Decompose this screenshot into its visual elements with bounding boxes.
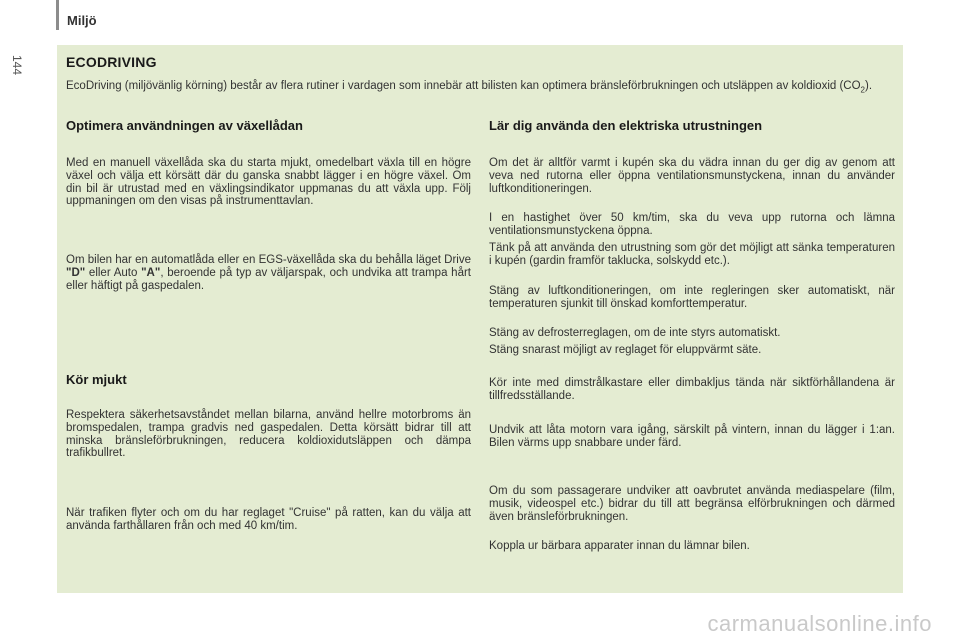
intro-subscript: 2 [860, 85, 865, 95]
paragraph-engine-idle: Undvik att låta motorn vara igång, särskilt på vintern, innan du lägger i 1:an. Bilen värms upp snabbare under färd. [489, 424, 895, 449]
page-number: 144 [10, 55, 24, 76]
p2-part-b: eller Auto [85, 266, 142, 279]
paragraph-speed-windows: I en hastighet över 50 km/tim, ska du veva upp rutorna och lämna ventilationsmunstyckena öppna. [489, 212, 895, 237]
heading-drive-smooth: Kör mjukt [66, 372, 127, 387]
paragraph-fog-lights: Kör inte med dimstrålkastare eller dimbakljus tända när siktförhållandena är tillfredsställande. [489, 377, 895, 402]
paragraph-heated-seat: Stäng snarast möjligt av reglaget för eluppvärmt säte. [489, 344, 762, 356]
paragraph-air-conditioning: Stäng av luftkonditioneringen, om inte regleringen sker automatiskt, när temperaturen sjunkit till önskad komforttemperatur. [489, 285, 895, 310]
intro-paragraph [66, 80, 896, 96]
p2-part-a: Om bilen har en automatlåda eller en EGS-växellåda ska du behålla läget Drive [66, 254, 471, 266]
page-title: ECODRIVING [66, 54, 157, 70]
header-divider [56, 0, 59, 30]
intro-text: EcoDriving (miljövänlig körning) består av flera rutiner i vardagen som innebär att bilisten kan optimera bränsleförbrukningen och utsläppen av koldioxid (CO [66, 80, 861, 92]
paragraph-ventilate: Om det är alltför varmt i kupén ska du vädra innan du ger dig av genom att veva ned rutorna eller öppna ventilationsmunstyckena, innan du använder luftkonditioneringen. [489, 157, 895, 195]
p2-auto: "A" [141, 266, 161, 279]
intro-end: ). [865, 80, 873, 92]
heading-gearbox: Optimera användningen av växellådan [66, 118, 303, 133]
paragraph-portable-devices: Koppla ur bärbara apparater innan du lämnar bilen. [489, 540, 750, 552]
heading-electrical: Lär dig använda den elektriska utrustningen [489, 118, 763, 133]
paragraph-media-players: Om du som passagerare undviker att oavbrutet använda mediaspelare (film, musik, videospel etc.) bidrar du till att begränsa elförbrukningen och därmed även bränsleförbrukningen. [489, 485, 895, 523]
paragraph-cooling-equipment: Tänk på att använda den utrustning som gör det möjligt att sänka temperaturen i kupén (gardin framför taklucka, solskydd etc.). [489, 242, 895, 267]
paragraph-automatic-gearbox [66, 254, 471, 292]
p2-part-c: , beroende på typ av väljarspak, och undvika att trampa hårt eller häftigt på gaspedalen. [66, 266, 471, 292]
p2-drive: "D" [66, 266, 86, 279]
paragraph-safety-distance: Respektera säkerhetsavståndet mellan bilarna, använd hellre motorbroms än bromspedalen, trampa gradvis ned gaspedalen. Detta körsätt bidrar till att minska bränsleförbrukningen, reducera koldioxidutsläppen och dämpa trafikbullret. [66, 409, 471, 460]
section-title: Miljö [67, 13, 97, 28]
paragraph-cruise: När trafiken flyter och om du har reglaget "Cruise" på ratten, kan du välja att använda farthållaren från och med 40 km/tim. [66, 507, 471, 532]
paragraph-manual-gearbox: Med en manuell växellåda ska du starta mjukt, omedelbart växla till en högre växel och välja ett körsätt där du ganska snabbt lägger i en högre växel. Om din bil är utrustad med en växlingsindikator uppmanas du att växla upp. Följ uppmaningen om den visas på instrumenttavlan. [66, 157, 471, 208]
watermark-text: carmanualsonline.info [707, 611, 932, 636]
paragraph-defroster: Stäng av defrosterreglagen, om de inte styrs automatiskt. [489, 327, 781, 339]
